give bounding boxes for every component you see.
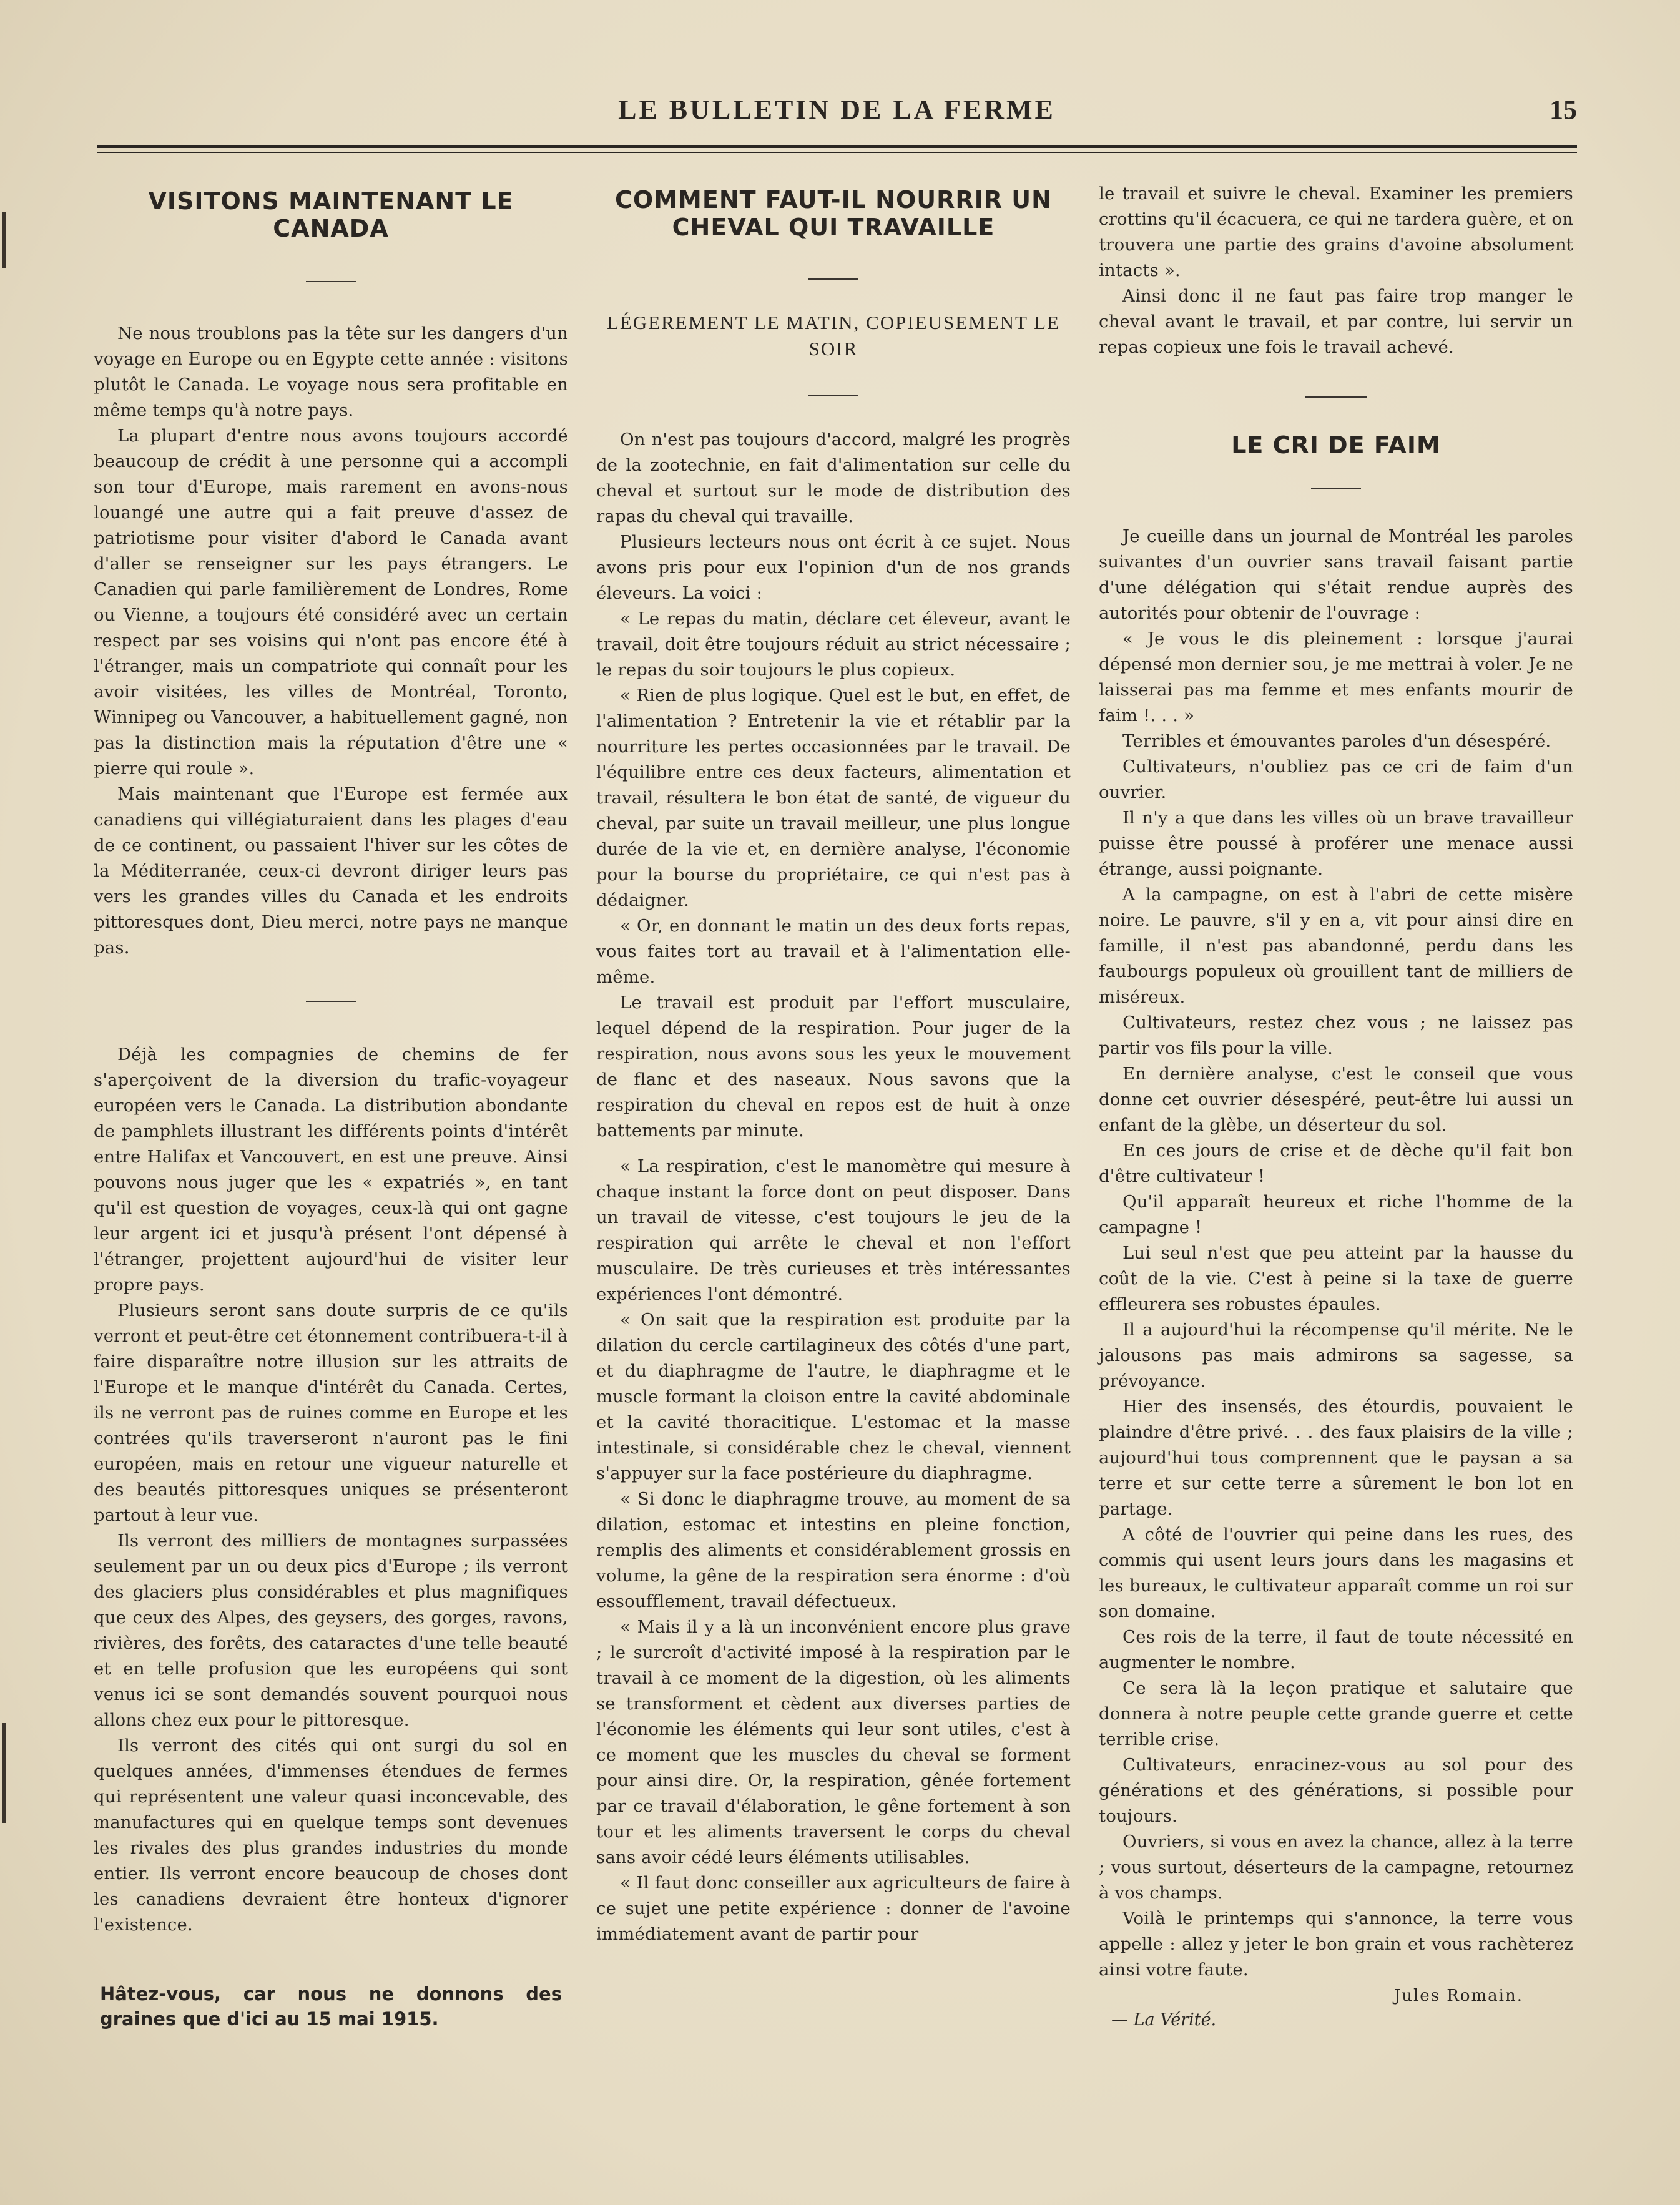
- column-1: [94, 181, 568, 2154]
- paragraph: « Il faut donc conseiller aux agriculteurs de faire à ce sujet une petite expérience : donner de l'avoine immédiatement avant de partir pour: [596, 1873, 1071, 1944]
- paragraph: Ces rois de la terre, il faut de toute nécessité en augmenter le nombre.: [1099, 1627, 1573, 1672]
- separator: [808, 395, 858, 396]
- paragraph: Je cueille dans un journal de Montréal les paroles suivantes d'un ouvrier sans travail faisant partie d'une délégation qui s'était rendue auprès des autorités pour obtenir de l'ouvrage :: [1099, 526, 1573, 623]
- article-title: COMMENT FAUT-IL NOURRIR UN CHEVAL QUI TRAVAILLE: [615, 186, 1052, 241]
- paragraph: « Mais il y a là un inconvénient encore plus grave ; le surcroît d'activité imposé à la respiration par le travail à ce moment de la digestion, où les aliments se transforment et cèdent aux diverses parties de l'économie les éléments qui leur sont utiles, c'est à ce moment que les muscles du cheval se forment pour ainsi dire. Or, la respiration, gênée fortement par ce travail d'élaboration, le gêne fortement à son tour et les aliments traversent le corps du cheval sans avoir cédé leurs éléments utilisables.: [596, 1617, 1071, 1867]
- paragraph: Il n'y a que dans les villes où un brave travailleur puisse être poussé à proférer une menace aussi étrange, aussi poignante.: [1099, 808, 1573, 879]
- publication-title: LE BULLETIN DE LA FERME: [618, 94, 1056, 125]
- paragraph: Ce sera là la leçon pratique et salutaire que donnera à notre peuple cette grande guerre et cette terrible crise.: [1099, 1678, 1573, 1749]
- separator: [808, 278, 858, 280]
- paragraph: A côté de l'ouvrier qui peine dans les rues, des commis qui usent leurs jours dans les magasins et les bureaux, le cultivateur apparaît comme un roi sur son domaine.: [1099, 1525, 1573, 1621]
- paragraph: Plusieurs seront sans doute surpris de ce qu'ils verront et peut-être cet étonnement contribuera-t-il à faire disparaître notre illusion sur les attraits de l'Europe et le manque d'intérêt du Canada. Certes, ils ne verront pas de ruines comme en Europe et les contrées qu'ils traverseront n'auront pas le fini européen, mais en retour une vigueur naturelle et des beautés pittoresques uniques se présenteront partout à leur vue.: [94, 1300, 568, 1525]
- paragraph: le travail et suivre le cheval. Examiner les premiers crottins qu'il écacuera, ce qui ne tardera guère, et on trouvera une partie des grains d'avoine absolument intacts ».: [1099, 184, 1573, 280]
- paragraph: Plusieurs lecteurs nous ont écrit à ce sujet. Nous avons pris pour eux l'opinion d'un de nos grands éleveurs. La voici :: [596, 532, 1071, 603]
- paragraph: Il a aujourd'hui la récompense qu'il mérite. Ne le jalousons pas mais admirons sa sagesse, sa prévoyance.: [1099, 1320, 1573, 1391]
- article-title: VISITONS MAINTENANT LE CANADA: [148, 187, 514, 242]
- paragraph: Cultivateurs, enracinez-vous au sol pour des générations et des générations, si possible pour toujours.: [1099, 1755, 1573, 1826]
- paragraph: « Or, en donnant le matin un des deux forts repas, vous faites tort au travail et à l'alimentation elle-même.: [596, 916, 1071, 987]
- column-3: [1099, 181, 1573, 2154]
- article-title: LE CRI DE FAIM: [1231, 431, 1441, 459]
- column-2: [596, 181, 1071, 2154]
- separator: [1311, 488, 1361, 489]
- paragraph: « On sait que la respiration est produite par la dilation du cercle cartilagineux des côtés d'une part, et du diaphragme de l'autre, le diaphragme et le muscle formant la cloison entre la cavité abdominale et la cavité thoracitique. L'estomac et la masse intestinale, si considérable chez le cheval, viennent s'appuyer sur la face postérieure du diaphragme.: [596, 1310, 1071, 1483]
- source-credit: — La Vérité.: [1111, 2010, 1217, 2030]
- paragraph: Hier des insensés, des étourdis, pouvaient le plaindre d'être privé. . . des faux plaisirs de la ville ; aujourd'hui tous comprennent que le paysan a sa terre et sur cette terre a sûrement le bon lot en partage.: [1099, 1397, 1573, 1519]
- header-rule: [97, 145, 1577, 148]
- article-subtitle: LÉGEREMENT LE MATIN, COPIEUSEMENT LE SOIR: [606, 312, 1061, 360]
- paragraph: Déjà les compagnies de chemins de fer s'aperçoivent de la diversion du trafic-voyageur européen vers le Canada. La distribution abondante de pamphlets illustrant les différents points d'intérêt entre Halifax et Vancouvert, en est une preuve. Ainsi pouvons nous juger que les « expatriés », en tant qu'il est question de voyages, ceux-là qui ont gagne leur argent ici et jusqu'à présent l'ont dépensé à l'étranger, projettent aujourd'hui de visiter leur propre pays.: [94, 1044, 568, 1295]
- header-rule-thin: [97, 152, 1577, 153]
- paragraph: La plupart d'entre nous avons toujours accordé beaucoup de crédit à une personne qui a accompli son tour d'Europe, mais rarement en avons-nous louangé une autre qui a fait preuve d'assez de patriotisme pour visiter d'abord le Canada avant d'aller se renseigner sur les pays étrangers. Le Canadien qui parle familièrement de Londres, Rome ou Vienne, a toujours été considéré avec un certain respect par ses voisins qui n'ont pas encore été à l'étranger, mais un compatriote qui connaît pour les avoir visitées, les villes de Montréal, Toronto, Winnipeg ou Vancouver, a habituellement gagné, non pas la distinction mais la réputation d'être une « pierre qui roule ».: [94, 426, 568, 778]
- paragraph: Mais maintenant que l'Europe est fermée aux canadiens qui villégiaturaient dans les plages d'eau de ce continent, ou passaient l'hiver sur les côtes de la Méditerranée, ceux-ci devront diriger leurs pas vers les grandes villes du Canada et les endroits pittoresques dont, Dieu merci, notre pays ne manque pas.: [94, 784, 568, 958]
- paragraph: Ils verront des cités qui ont surgi du sol en quelques années, d'immenses étendues de fermes qui représentent une valeur quasi inconcevable, des manufactures qui en quelque temps sont devenues les rivales des plus grandes industries du monde entier. Ils verront encore beaucoup de choses dont les canadiens devraient être honteux d'ignorer l'existence.: [94, 1736, 568, 1935]
- paragraph: En ces jours de crise et de dèche qu'il fait bon d'être cultivateur !: [1099, 1141, 1573, 1186]
- paragraph: « Rien de plus logique. Quel est le but, en effet, de l'alimentation ? Entretenir la vie et rétablir par la nourriture les pertes occasionnées par le travail. De l'équilibre entre ces deux facteurs, alimentation et travail, résultera le bon état de santé, de vigueur du cheval, par suite un travail meilleur, une plus longue durée de la vie et, en dernière analyse, l'économie pour la bourse du propriétaire, ce qui n'est pas à dédaigner.: [596, 685, 1071, 910]
- paragraph: « La respiration, c'est le manomètre qui mesure à chaque instant la force dont on peut disposer. Dans un travail de vitesse, c'est toujours le jeu de la respiration qui arrête le cheval et non l'effort musculaire. De très curieuses et très intéressantes expériences l'ont démontré.: [596, 1156, 1071, 1304]
- paragraph: « Si donc le diaphragme trouve, au moment de sa dilation, estomac et intestins en pleine fonction, remplis des aliments et considérablement grossis en volume, la gêne de la respiration sera énorme : d'où essoufflement, travail défectueux.: [596, 1489, 1071, 1611]
- paragraph: Ne nous troublons pas la tête sur les dangers d'un voyage en Europe ou en Egypte cette année : visitons plutôt le Canada. Le voyage nous sera profitable en même temps qu'à notre pays.: [94, 323, 568, 420]
- page-header: [97, 94, 1577, 137]
- paragraph: Cultivateurs, n'oubliez pas ce cri de faim d'un ouvrier.: [1099, 757, 1573, 802]
- paragraph: Ouvriers, si vous en avez la chance, allez à la terre ; vous surtout, déserteurs de la campagne, retournez à vos champs.: [1099, 1832, 1573, 1903]
- paragraph: A la campagne, on est à l'abri de cette misère noire. Le pauvre, s'il y en a, vit pour ainsi dire en famille, il n'est pas abandonné, perdu dans les faubourgs populeux où grouillent tant de milliers de miséreux.: [1099, 885, 1573, 1007]
- paragraph: Ils verront des milliers de montagnes surpassées seulement par un ou deux pics d'Europe ; ils verront des glaciers plus considérables et plus magnifiques que ceux des Alpes, des geysers, des gorges, ravons, rivières, des forêts, des cataractes d'une telle beauté et en telle profusion que les européens qui sont venus ici se sont demandés souvent pourquoi nous allons chez eux pour le pittoresque.: [94, 1531, 568, 1730]
- author-signature: Jules Romain.: [1393, 1986, 1523, 2005]
- binding-mark: [2, 212, 6, 268]
- paragraph: En dernière analyse, c'est le conseil que vous donne cet ouvrier désespéré, peut-être lui aussi un enfant de la glèbe, un déserteur du sol.: [1099, 1064, 1573, 1135]
- paragraph: « Je vous le dis pleinement : lorsque j'aurai dépensé mon dernier sou, je me mettrai à voler. Je ne laisserai pas ma femme et mes enfants mourir de faim !. . . »: [1099, 629, 1573, 725]
- paragraph: Le travail est produit par l'effort musculaire, lequel dépend de la respiration. Pour juger de la respiration, nous avons sous les yeux le mouvement de flanc et des naseaux. Nous savons que la respiration du cheval en repos est de huit à onze battements par minute.: [596, 993, 1071, 1141]
- separator: [1305, 396, 1367, 398]
- paragraph: Lui seul n'est que peu atteint par la hausse du coût de la vie. C'est à peine si la taxe de guerre effleurera ses robustes épaules.: [1099, 1243, 1573, 1314]
- separator: [306, 1001, 356, 1002]
- paragraph: Voilà le printemps qui s'annonce, la terre vous appelle : allez y jeter le bon grain et vous rachèterez ainsi votre faute.: [1099, 1908, 1573, 1980]
- paragraph: Cultivateurs, restez chez vous ; ne laissez pas partir vos fils pour la ville.: [1099, 1013, 1573, 1058]
- promo-notice: Hâtez-vous, car nous ne donnons des graines que d'ici au 15 mai 1915.: [100, 1983, 562, 2030]
- page-number: 15: [1550, 94, 1577, 125]
- binding-mark: [2, 1723, 6, 1823]
- separator: [306, 281, 356, 282]
- paragraph: On n'est pas toujours d'accord, malgré les progrès de la zootechnie, en fait d'alimentation sur celle du cheval et surtout sur le mode de distribution des rapas du cheval qui travaille.: [596, 430, 1071, 526]
- paragraph: « Le repas du matin, déclare cet éleveur, avant le travail, doit être toujours réduit au strict nécessaire ; le repas du soir toujours le plus copieux.: [596, 609, 1071, 680]
- paragraph: Ainsi donc il ne faut pas faire trop manger le cheval avant le travail, et par contre, lui servir un repas copieux une fois le travail achevé.: [1099, 286, 1573, 357]
- paragraph: Terribles et émouvantes paroles d'un désespéré.: [1122, 731, 1551, 751]
- paragraph: Qu'il apparaît heureux et riche l'homme de la campagne !: [1099, 1192, 1573, 1237]
